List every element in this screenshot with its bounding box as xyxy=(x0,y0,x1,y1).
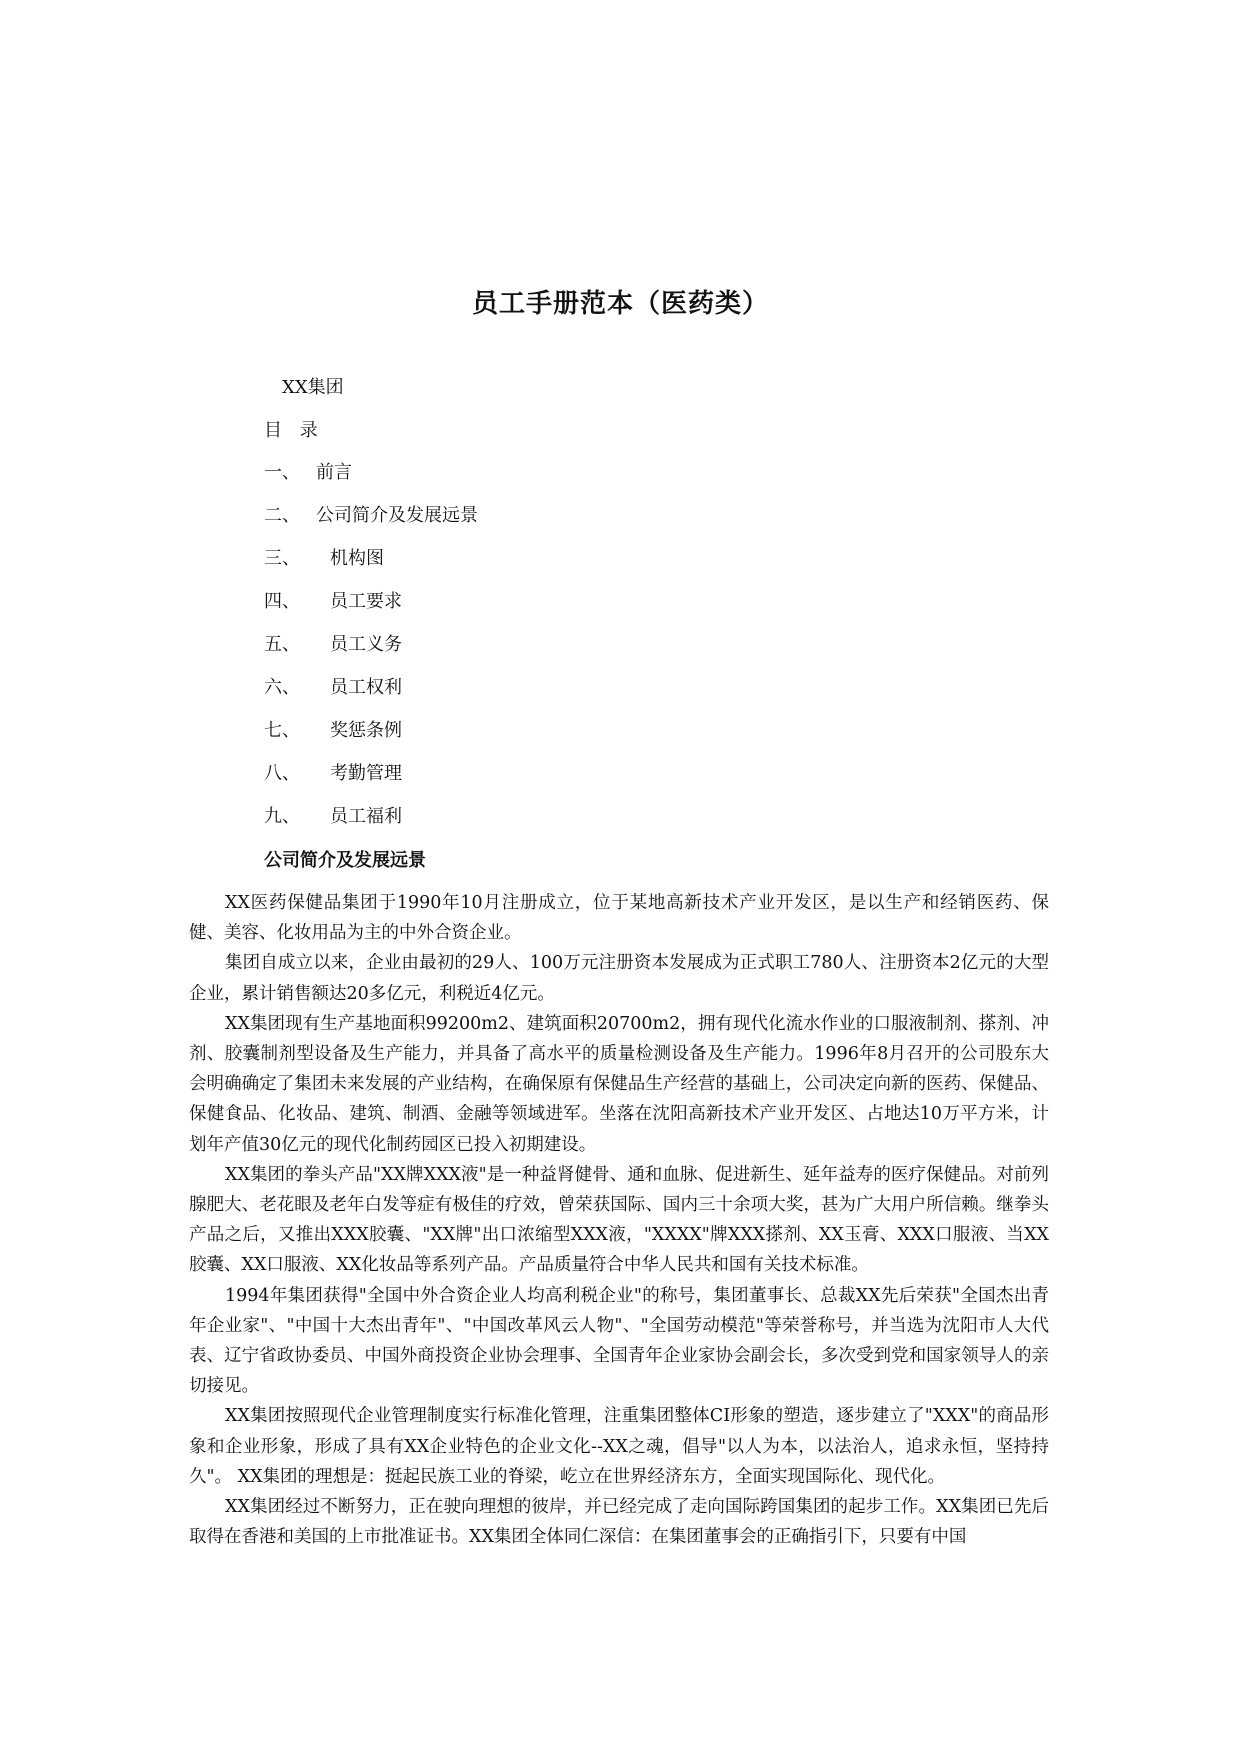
toc-item-label: 考勤管理 xyxy=(330,763,402,784)
table-of-contents xyxy=(264,458,478,845)
toc-item-label: 员工福利 xyxy=(330,806,402,827)
toc-item-label: 员工义务 xyxy=(330,634,402,655)
toc-item-label: 前言 xyxy=(316,462,352,483)
toc-heading: 目 录 xyxy=(264,420,324,441)
toc-item xyxy=(264,716,478,759)
section-heading: 公司简介及发展远景 xyxy=(264,850,426,871)
toc-item-number: 三、 xyxy=(264,548,300,569)
toc-item xyxy=(264,630,478,673)
toc-item-label: 员工要求 xyxy=(330,591,402,612)
toc-item xyxy=(264,544,478,587)
toc-item xyxy=(264,759,478,802)
body-paragraph: 集团自成立以来，企业由最初的29人、100万元注册资本发展成为正式职工780人、注册资本2亿元的大型企业，累计销售额达20多亿元，利税近4亿元。 xyxy=(189,953,1049,1004)
body-paragraph: 1994年集团获得"全国中外合资企业人均高利税企业"的称号，集团董事长、总裁XX先后荣获"全国杰出青年企业家"、"中国十大杰出青年"、"中国改革风云人物"、"全国劳动模范"等荣誉称号，并当选为沈阳市人大代表、辽宁省政协委员、中国外商投资企业协会理事、全国青年企业家协会副会长，多次受到党和国家领导人的亲切接见。 xyxy=(189,1285,1049,1397)
toc-item xyxy=(264,673,478,716)
body-paragraph: XX集团经过不断努力，正在驶向理想的彼岸，并已经完成了走向国际跨国集团的起步工作。XX集团已先后取得在香港和美国的上市批准证书。XX集团全体同仁深信：在集团董事会的正确指引下，只要有中国 xyxy=(189,1497,1049,1548)
body-paragraph: XX集团按照现代企业管理制度实行标准化管理，注重集团整体CI形象的塑造，逐步建立了"XXX"的商品形象和企业形象，形成了具有XX企业特色的企业文化--XX之魂，倡导"以人为本，以法治人，追求永恒，坚持持久"。 XX集团的理想是：挺起民族工业的脊梁，屹立在世界经济东方，全面实现国际化、现代化。 xyxy=(189,1406,1049,1487)
document-title: 员工手册范本（医药类） xyxy=(471,289,769,319)
toc-item xyxy=(264,458,478,501)
section-body xyxy=(189,888,1049,1552)
toc-item xyxy=(264,587,478,630)
organization-name: XX集团 xyxy=(282,377,344,398)
toc-item-number: 七、 xyxy=(264,720,300,741)
toc-item xyxy=(264,802,478,845)
toc-item-number: 五、 xyxy=(264,634,300,655)
toc-item-label: 奖惩条例 xyxy=(330,720,402,741)
toc-item-number: 二、 xyxy=(264,505,300,526)
toc-item-number: 八、 xyxy=(264,763,300,784)
toc-item-number: 四、 xyxy=(264,591,300,612)
toc-item-number: 九、 xyxy=(264,806,300,827)
toc-item-number: 一、 xyxy=(264,462,300,483)
body-paragraph: XX集团的拳头产品"XX牌XXX液"是一种益肾健骨、通和血脉、促进新生、延年益寿的医疗保健品。对前列腺肥大、老花眼及老年白发等症有极佳的疗效，曾荣获国际、国内三十余项大奖，甚为广大用户所信赖。继拳头产品之后，又推出XXX胶囊、"XX牌"出口浓缩型XXX液，"XXXX"牌XXX搽剂、XX玉膏、XXX口服液、当XX胶囊、XX口服液、XX化妆品等系列产品。产品质量符合中华人民共和国有关技术标准。 xyxy=(189,1164,1049,1276)
toc-item-label: 员工权利 xyxy=(330,677,402,698)
toc-item xyxy=(264,501,478,544)
toc-item-label: 机构图 xyxy=(330,548,384,569)
body-paragraph: XX医药保健品集团于1990年10月注册成立，位于某地高新技术产业开发区，是以生产和经销医药、保健、美容、化妆用品为主的中外合资企业。 xyxy=(189,893,1049,944)
body-paragraph: XX集团现有生产基地面积99200m2、建筑面积20700m2，拥有现代化流水作业的口服液制剂、搽剂、冲剂、胶囊制剂型设备及生产能力，并具备了高水平的质量检测设备及生产能力。1996年8月召开的公司股东大会明确确定了集团未来发展的产业结构，在确保原有保健品生产经营的基础上，公司决定向新的医药、保健品、保健食品、化妆品、建筑、制酒、金融等领域进军。坐落在沈阳高新技术产业开发区、占地达10万平方米，计划年产值30亿元的现代化制药园区已投入初期建设。 xyxy=(189,1013,1049,1155)
toc-item-number: 六、 xyxy=(264,677,300,698)
toc-item-label: 公司简介及发展远景 xyxy=(316,505,478,526)
